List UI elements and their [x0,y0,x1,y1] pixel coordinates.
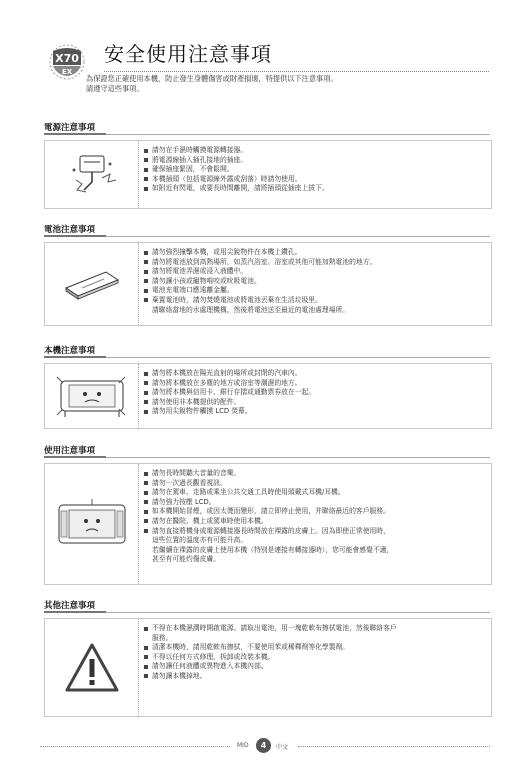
page-number: 4 [256,738,271,753]
list-item-text: 這些位置的溫度亦有可能升高。 [152,536,248,545]
list-item [144,165,483,175]
list-item-text: 棄置電池時，請勿焚燒電池或將電池丟棄在生活垃圾里。 [152,295,322,304]
logo-model: X70 [55,52,79,65]
list-item [144,258,483,268]
section-heading-other [44,599,490,611]
list-item-text: 將電源線插入插孔接地的插座。 [152,155,248,164]
list-item [144,156,483,166]
list-item-text: 請勿一次過長觀看視訊。 [152,478,227,487]
list-item-text: 請勿直接將機身或電源轉接器長時間放在裸露的皮膚上。因為即使正常使用時， [152,526,390,535]
list-item-text: 電池充電端口應遠離金屬。 [152,286,234,295]
list-item-text: 如附近有閃電，或要長時間離開，請將插頭從插座上拔下。 [152,184,329,193]
list-item [144,407,483,417]
list-item-text: 請勿將電池放到高熱場所，如蒸汽浴室、浴室或其他可能加熱電池的地方。 [152,257,377,266]
list-item [144,184,483,194]
list-item-text: 請勿強烈撞擊本機，或用尖銳物件在本機上鑽孔。 [152,248,302,256]
list-item [144,653,483,663]
list-item-text: 請勿讓任何液體或異物進入本機內部。 [152,662,268,671]
footer-model: MID [237,742,249,749]
list-item [144,488,483,498]
list-item-text: 請勿用尖銳物件觸摸 LCD 熒幕。 [152,407,252,416]
device-screen-icon [45,464,139,584]
list-item-text: 清潔本機時，請用乾軟布擦拭，不要使用苯或稀釋劑等化學製劑。 [152,643,350,652]
section-heading-label: 使用注意事項 [44,446,96,456]
section-heading-label: 電源注意事項 [44,123,96,133]
list-item [144,527,483,565]
list-item-text: 請勿讓小孩或寵物啃咬或吮吸電池。 [152,276,261,285]
list-item-text: 不得以任何方式修理、拆卸或改裝本機。 [152,652,275,661]
list-item [144,672,483,682]
footer-language: 中文 [276,744,289,751]
intro-line: 請遵守這些事項。 [86,84,144,93]
page-title: 安全使用注意事項 [104,42,272,66]
list-item [144,507,483,517]
list-item [144,267,483,277]
list-item-text: 請勿將本機與信用卡、銀行存摺或通勤票券放在一起。 [152,388,316,397]
list-item-text: 請勿將電池弄濕或浸入液體中。 [152,267,248,276]
warning-triangle-icon [45,619,139,716]
list-item-text: 若繼續在裸露的皮膚上使用本機（特別是連接有轉接器時），您可能會感覺不適， [152,545,394,554]
section-heading-label: 本機注意事項 [44,346,96,356]
list-item [144,517,483,527]
list-item-text: 請勿使用非本機提供的配件。 [152,397,241,406]
list-item [144,498,483,508]
list-item-text: 請聯絡當地的水處理機構，然後將電池送至最近的電池處理場所。 [152,305,350,314]
list-item [144,296,483,315]
footer-rule-right [298,746,490,747]
section-box-battery [44,242,492,326]
list-item-text: 請勿將本機放在多塵的地方或浴室等潮濕的地方。 [152,378,302,387]
section-box-power [44,140,492,209]
section-box-other [44,618,492,717]
list-item-text: 不得在本機濕潤時開啟電源。請取出電池，用一塊乾軟布擦拭電池，然後聯絡客戶 [152,624,397,632]
list-item [144,398,483,408]
section-heading-power [44,121,490,133]
list-item [144,175,483,185]
list-item-text: 請勿長時間聽大音量的音樂。 [152,469,241,477]
list-item-text: 請勿強力按壓 LCD。 [152,497,216,506]
logo-variant: EX [61,68,73,76]
section-heading-label: 電池注意事項 [44,225,96,235]
section-heading-battery [44,223,490,235]
list-item-text: 請勿將本機放在陽光直射的場所或封閉的汽車內。 [152,369,302,377]
list-item [144,369,483,379]
list-item-text: 請勿在手濕時觸摸電源轉接器。 [152,146,248,154]
section-heading-label: 其他注意事項 [44,601,96,611]
list-item-text: 本機插頭（包括電源線外露或刮落）時請勿使用。 [152,174,302,183]
list-item-text: 服務。 [152,633,173,642]
device-hot-icon [45,364,139,428]
section-box-usage [44,463,492,585]
section-box-device [44,363,492,429]
list-item [144,479,483,489]
list-item [144,624,483,643]
list-item [144,469,483,479]
list-item [144,379,483,389]
list-item-text: 如本機開始冒煙，或因太燙而變形，請立即停止使用，并聯絡最近的客戶服務。 [152,507,390,516]
list-item [144,388,483,398]
list-item-text: 甚至有可能灼傷皮膚。 [152,555,220,564]
power-plug-icon [45,141,139,208]
intro-line: 為保證您正確使用本機，防止發生身體傷害或財產損壞，特提供以下注意事項。 [86,74,338,83]
section-heading-usage [44,444,490,456]
list-item [144,643,483,653]
list-item-text: 請勿在醫院、機上或駕車時使用本機。 [152,516,268,525]
list-item [144,146,483,156]
list-item [144,248,483,258]
intro-text [86,74,486,94]
list-item [144,286,483,296]
list-item [144,662,483,672]
battery-icon [45,243,139,325]
list-item-text: 請勿在駕車、走路或乘坐公共交通工具時使用頭戴式耳機/耳機。 [152,488,345,497]
title-divider [104,71,489,72]
list-item-text: 確保插座緊固，不會鬆開。 [152,165,234,174]
section-heading-device [44,344,490,356]
list-item-text: 請勿讓本機掉地。 [152,671,207,680]
list-item [144,277,483,287]
footer-rule-left [40,746,230,747]
